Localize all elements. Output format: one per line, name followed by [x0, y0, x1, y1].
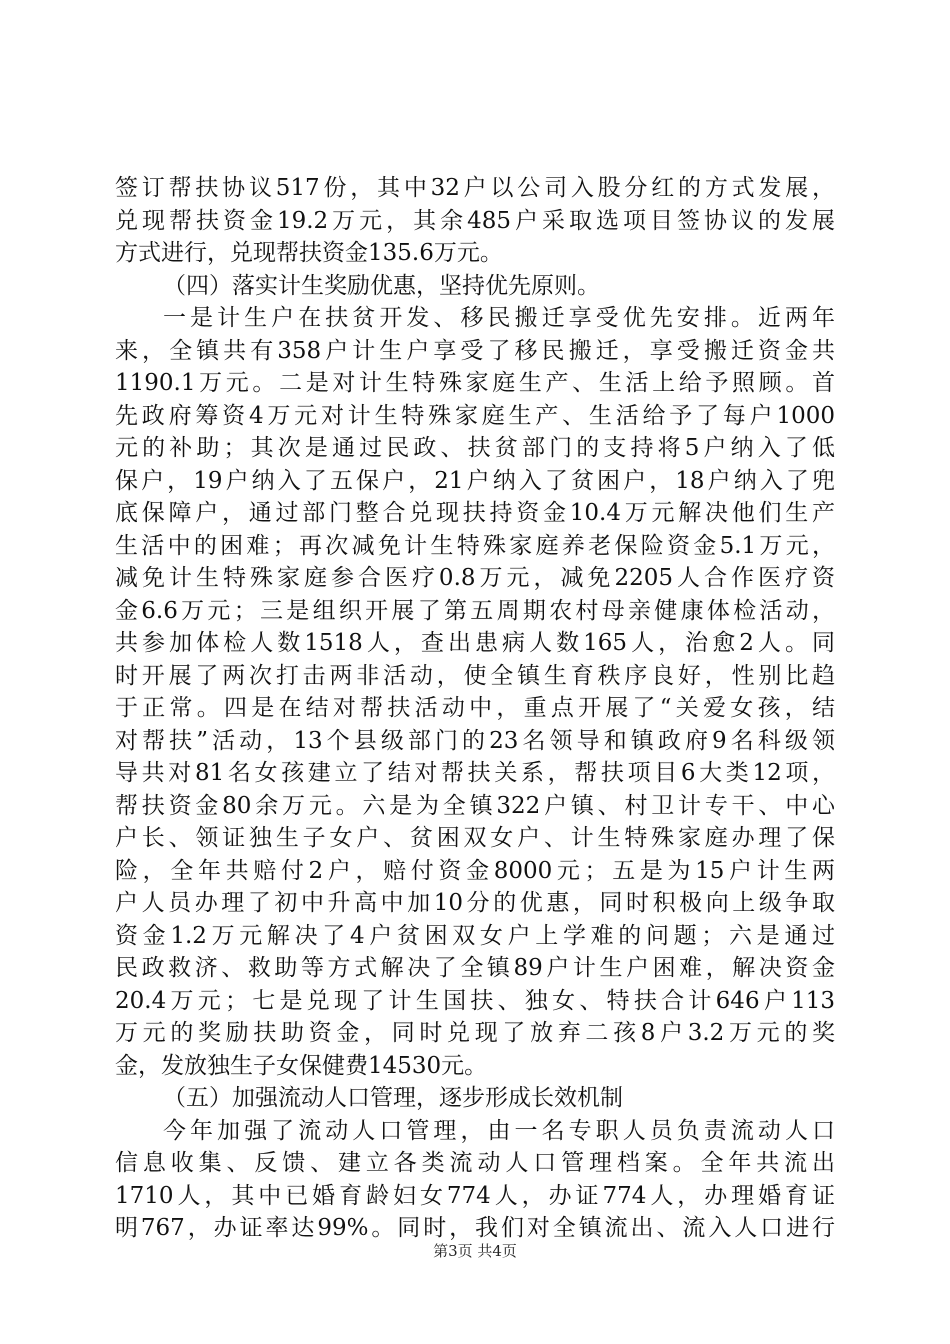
text-line: 万元的奖励扶助资金，同时兑现了放弃二孩8户3.2万元的奖 [115, 1020, 835, 1046]
text-line: 于正常。四是在结对帮扶活动中，重点开展了“关爱女孩，结 [115, 695, 835, 721]
text-line: 兑现帮扶资金19.2万元，其余485户采取选项目签协议的发展 [115, 207, 835, 234]
text-line: 方式进行，兑现帮扶资金135.6万元。 [115, 240, 503, 266]
text-line: 信息收集、反馈、建立各类流动人口管理档案。全年共流出 [115, 1150, 835, 1176]
text-line: 帮扶资金80余万元。六是为全镇322户镇、村卫计专干、中心 [115, 792, 835, 819]
text-line: 时开展了两次打击两非活动，使全镇生育秩序良好，性别比趋 [115, 662, 835, 689]
text-line: 1190.1万元。二是对计生特殊家庭生产、生活上给予照顾。首 [115, 370, 835, 396]
text-line: 资金1.2万元解决了4户贫困双女户上学难的问题；六是通过 [115, 922, 835, 949]
text-line: 今年加强了流动人口管理，由一名专职人员负责流动人口 [163, 1117, 835, 1144]
text-line: （四）落实计生奖励优惠，坚持优先原则。 [163, 272, 600, 299]
text-line: 签订帮扶协议517份，其中32户以公司入股分红的方式发展， [115, 175, 835, 201]
body-text [115, 172, 835, 1245]
text-line: 共参加体检人数1518人，查出患病人数165人，治愈2人。同 [115, 630, 835, 656]
text-line: 金，发放独生子女保健费14530元。 [115, 1052, 488, 1079]
text-line: 底保障户，通过部门整合兑现扶持资金10.4万元解决他们生产 [115, 500, 835, 526]
text-line: 民政救济、救助等方式解决了全镇89户计生户困难，解决资金 [115, 955, 835, 981]
text-line: 险，全年共赔付2户，赔付资金8000元；五是为15户计生两 [115, 857, 835, 884]
text-line: 生活中的困难；再次减免计生特殊家庭养老保险资金5.1万元， [115, 532, 835, 559]
text-line: 来，全镇共有358户计生户享受了移民搬迁，享受搬迁资金共 [115, 337, 835, 364]
text-line: 导共对81名女孩建立了结对帮扶关系，帮扶项目6大类12项， [115, 760, 835, 786]
text-line: （五）加强流动人口管理，逐步形成长效机制 [163, 1085, 623, 1111]
text-line: 保户，19户纳入了五保户，21户纳入了贫困户，18户纳入了兜 [115, 467, 835, 494]
text-line: 元的补助；其次是通过民政、扶贫部门的支持将5户纳入了低 [115, 435, 835, 461]
text-line: 减免计生特殊家庭参合医疗0.8万元，减免2205人合作医疗资 [115, 565, 835, 591]
text-line: 户人员办理了初中升高中加10分的优惠，同时积极向上级争取 [115, 890, 835, 916]
text-line: 明767，办证率达99%。同时，我们对全镇流出、流入人口进行 [115, 1215, 835, 1241]
text-line: 金6.6万元；三是组织开展了第五周期农村母亲健康体检活动， [115, 597, 835, 624]
text-line: 对帮扶”活动，13个县级部门的23名领导和镇政府9名科级领 [115, 727, 835, 754]
text-line: 1710人，其中已婚育龄妇女774人，办证774人，办理婚育证 [115, 1182, 835, 1209]
text-line: 20.4万元；七是兑现了计生国扶、独女、特扶合计646户113 [115, 987, 835, 1014]
page-footer: 第3页 共4页 [433, 1242, 517, 1260]
text-line: 一是计生户在扶贫开发、移民搬迁享受优先安排。近两年 [163, 305, 835, 331]
text-line: 先政府筹资4万元对计生特殊家庭生产、生活给予了每户1000 [115, 402, 835, 429]
text-line: 户长、领证独生子女户、贫困双女户、计生特殊家庭办理了保 [115, 825, 835, 851]
